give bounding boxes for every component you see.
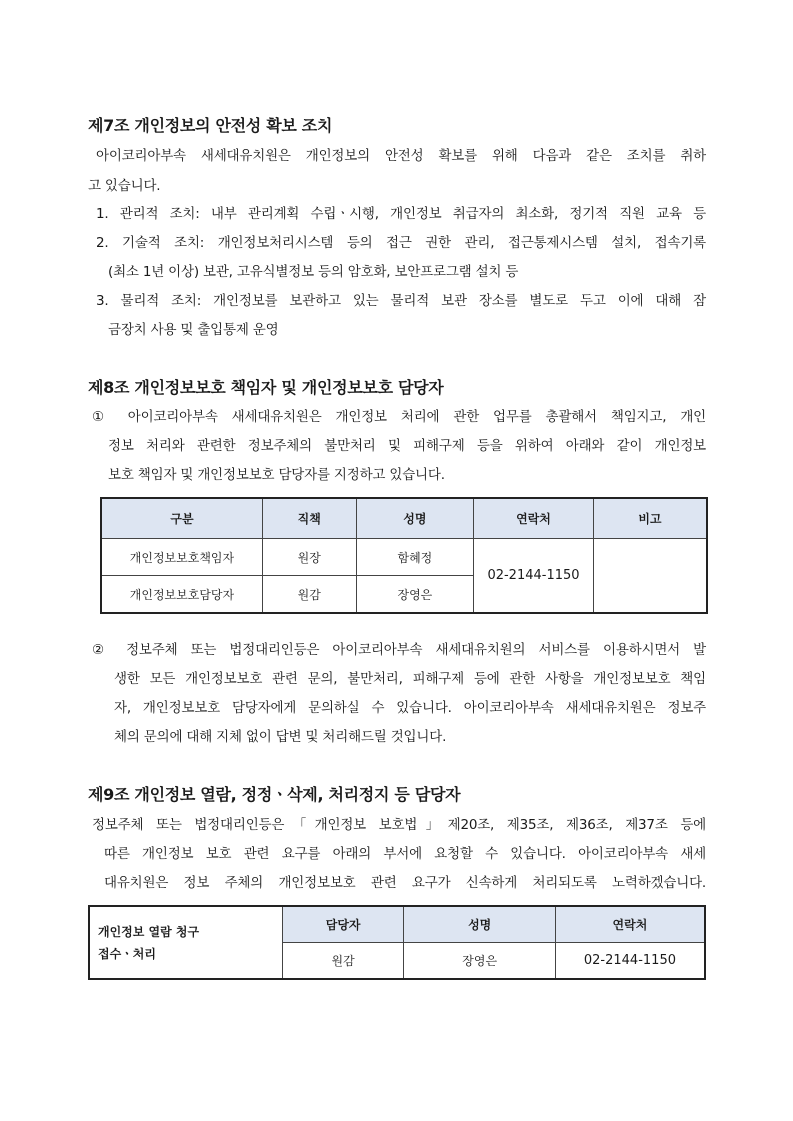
cell-position: 원감 <box>282 943 404 980</box>
sec9-para-line-3: 대유치원은 정보 주체의 개인정보보호 관련 요구가 신속하게 처리되도록 노력하겠습니다. <box>104 875 706 891</box>
sec8-para-1-line-3: 보호 책임자 및 개인정보보호 담당자를 지정하고 있습니다. <box>108 467 445 483</box>
sec8-para-1-line-1: ① 아이코리아부속 새세대유치원은 개인정보 처리에 관한 업무를 총괄해서 책임지고, 개인 <box>92 409 706 425</box>
cell-position: 원감 <box>262 576 356 614</box>
sec8-para-2-line-4: 체의 문의에 대해 지체 없이 답변 및 처리해드릴 것입니다. <box>114 729 447 745</box>
col-header-contact: 연락처 <box>474 498 594 539</box>
cell-contact: 02-2144-1150 <box>555 943 705 980</box>
cell-name: 장영은 <box>404 943 555 980</box>
sec7-intro-line-2: 고 있습니다. <box>88 178 161 194</box>
privacy-officer-table <box>100 497 708 614</box>
cell-category: 개인정보보호담당자 <box>101 576 262 614</box>
section-7-title: 제7조 개인정보의 안전성 확보 조치 <box>88 116 333 135</box>
sec7-intro-line-1: 아이코리아부속 새세대유치원은 개인정보의 안전성 확보를 위해 다음과 같은 조치를 취하 <box>96 148 706 164</box>
sec8-para-2-line-3: 자, 개인정보보호 담당자에게 문의하실 수 있습니다. 아이코리아부속 새세대유치원은 정보주 <box>114 700 706 716</box>
sec7-item-3-line-2: 금장치 사용 및 출입통제 운영 <box>108 322 279 338</box>
sec7-item-3-line-1: 3. 물리적 조치: 개인정보를 보관하고 있는 물리적 보관 장소를 별도로 두고 이에 대해 잠 <box>96 293 706 309</box>
sec7-item-1: 1. 관리적 조치: 내부 관리계획 수립ㆍ시행, 개인정보 취급자의 최소화, 정기적 직원 교육 등 <box>96 206 706 222</box>
col-header-staff: 담당자 <box>282 906 404 943</box>
table-row <box>101 539 707 576</box>
cell-category: 개인정보보호책임자 <box>101 539 262 576</box>
col-header-category: 구분 <box>101 498 262 539</box>
col-header-contact: 연락처 <box>555 906 705 943</box>
table-header-row <box>89 906 705 943</box>
sec8-para-2-line-2: 생한 모든 개인정보보호 관련 문의, 불만처리, 피해구제 등에 관한 사항을 개인정보보호 책임 <box>114 671 706 687</box>
cell-name: 장영은 <box>356 576 474 614</box>
sec8-para-1-line-2: 정보 처리와 관련한 정보주체의 불만처리 및 피해구제 등을 위하여 아래와 같이 개인정보 <box>108 438 706 454</box>
col-header-name: 성명 <box>404 906 555 943</box>
section-9-title: 제9조 개인정보 열람, 정정ㆍ삭제, 처리정지 등 담당자 <box>88 785 461 804</box>
request-label-cell <box>89 906 282 979</box>
sec9-para-line-2: 따른 개인정보 보호 관련 요구를 아래의 부서에 요청할 수 있습니다. 아이코리아부속 새세 <box>104 846 706 862</box>
cell-contact: 02-2144-1150 <box>474 539 594 614</box>
cell-position: 원장 <box>262 539 356 576</box>
request-label-line-1: 개인정보 열람 청구 <box>98 924 200 939</box>
section-8-title: 제8조 개인정보보호 책임자 및 개인정보보호 담당자 <box>88 378 444 397</box>
sec8-para-2-line-1: ② 정보주체 또는 법정대리인등은 아이코리아부속 새세대유치원의 서비스를 이용하시면서 발 <box>92 642 706 658</box>
access-request-table <box>88 905 706 980</box>
col-header-name: 성명 <box>356 498 474 539</box>
cell-name: 함혜정 <box>356 539 474 576</box>
sec9-para-line-1: 정보주체 또는 법정대리인등은「개인정보 보호법」제20조, 제35조, 제36조, 제37조 등에 <box>92 817 706 833</box>
sec7-item-2-line-1: 2. 기술적 조치: 개인정보처리시스템 등의 접근 권한 관리, 접근통제시스템 설치, 접속기록 <box>96 235 706 251</box>
request-label-line-2: 접수ㆍ처리 <box>98 946 156 961</box>
sec7-item-2-line-2: (최소 1년 이상) 보관, 고유식별정보 등의 암호화, 보안프로그램 설치 등 <box>108 264 519 280</box>
cell-note <box>593 539 707 614</box>
table-header-row <box>101 498 707 539</box>
col-header-note: 비고 <box>593 498 707 539</box>
col-header-position: 직책 <box>262 498 356 539</box>
